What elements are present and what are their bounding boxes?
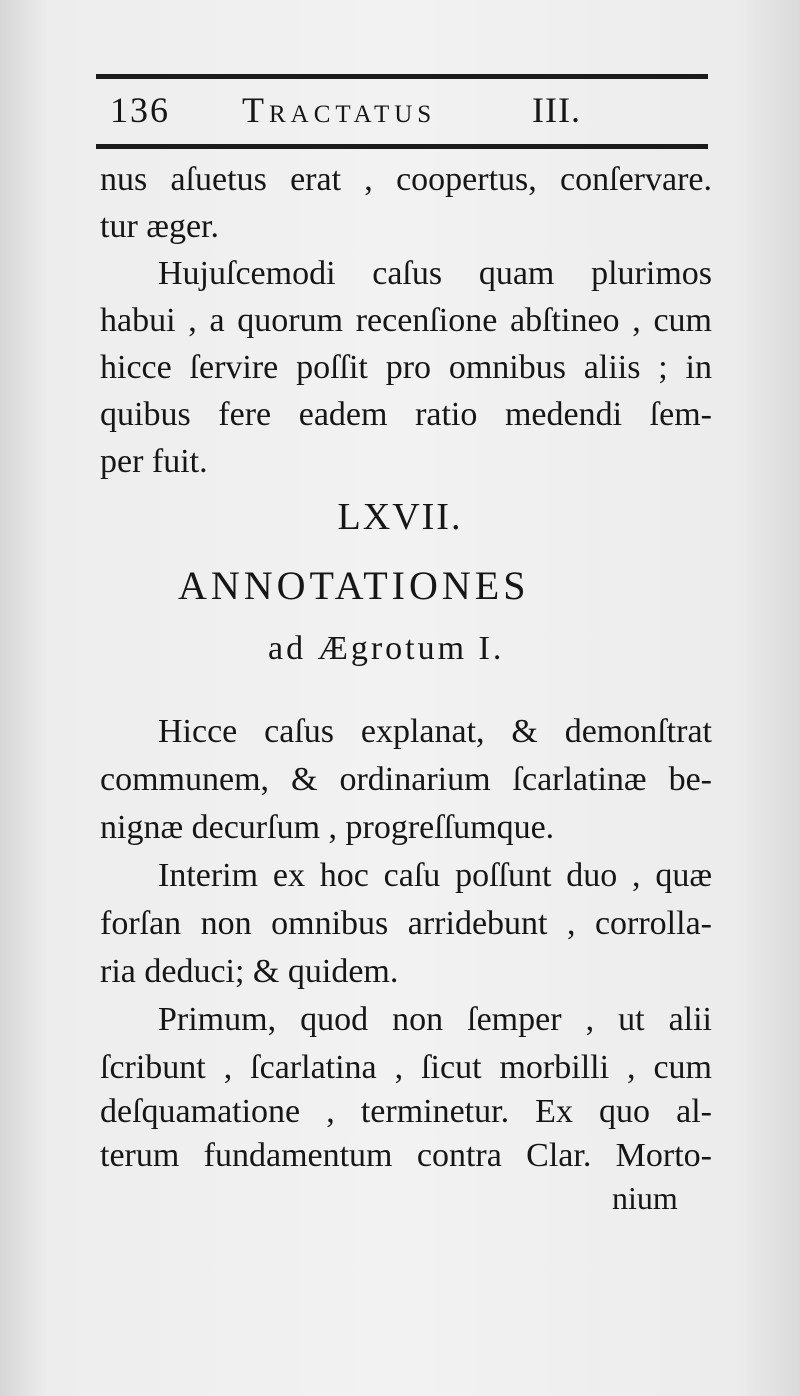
text-line: Hicce caſus explanat, & demonſtrat <box>158 713 712 750</box>
text-line: deſquamatione , terminetur. Ex quo al- <box>100 1093 712 1130</box>
text-line: ſcribunt , ſcarlatina , ſicut morbilli , cum <box>100 1049 712 1086</box>
text-line: forſan non omnibus arridebunt , corrolla- <box>100 905 712 942</box>
text-line: quibus fere eadem ratio medendi ſem- <box>100 396 712 433</box>
text-line: per fuit. <box>100 443 208 480</box>
section-subheading: ad Ægrotum I. <box>268 630 505 667</box>
header-rule-bottom <box>96 144 708 149</box>
catchword: nium <box>612 1180 678 1216</box>
text-line: tur æger. <box>100 208 219 245</box>
text-line: communem, & ordinarium ſcarlatinæ be- <box>100 761 712 798</box>
text-line: Interim ex hoc caſu poſſunt duo , quæ <box>158 857 712 894</box>
text-line: habui , a quorum recenſione abſtineo , cum <box>100 302 712 339</box>
header-rule-top <box>96 74 708 79</box>
running-title: Tractatus <box>242 90 437 130</box>
text-line: ria deduci; & quidem. <box>100 953 399 990</box>
text-line: hicce ſervire poſſit pro omnibus aliis ; in <box>100 349 712 386</box>
page-number: 136 <box>110 90 170 130</box>
section-number: LXVII. <box>337 496 463 538</box>
text-line: terum fundamentum contra Clar. Morto- <box>100 1137 712 1174</box>
text-line: nus aſuetus erat , coopertus, conſervare. <box>100 161 712 198</box>
section-heading: ANNOTATIONES <box>178 563 530 608</box>
text-line: nignæ decurſum , progreſſumque. <box>100 809 555 846</box>
running-title-part: III. <box>532 90 581 130</box>
text-line: Primum, quod non ſemper , ut alii <box>158 1001 712 1038</box>
running-header <box>110 85 710 135</box>
text-line: Hujuſcemodi caſus quam plurimos <box>158 255 712 292</box>
